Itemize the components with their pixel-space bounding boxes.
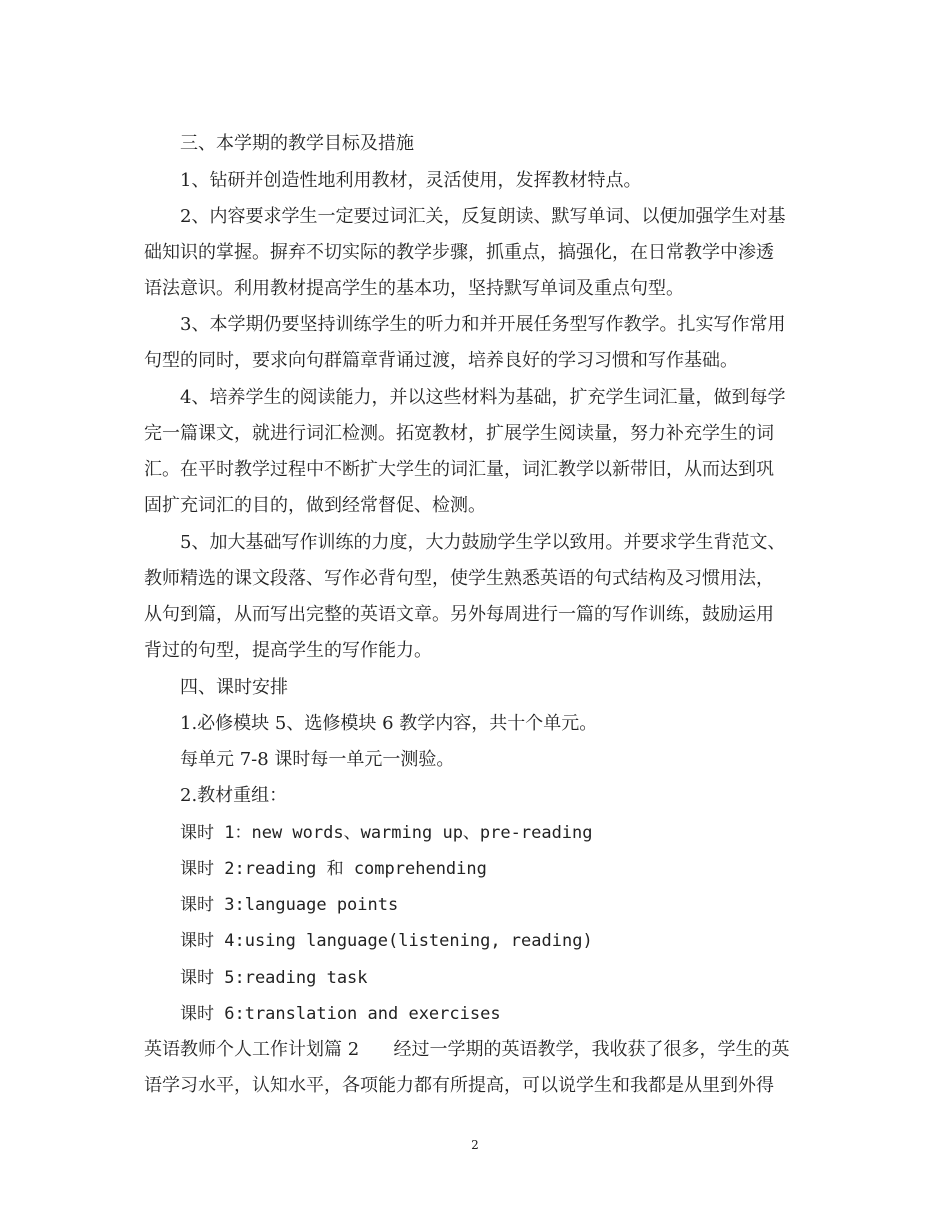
section-3-item-4-line: 4、培养学生的阅读能力，并以这些材料为基础，扩充学生词汇量，做到每学 — [180, 387, 786, 408]
lesson-item: 课时 4:using language(listening, reading) — [180, 931, 593, 951]
section-3-item-5-line: 背过的句型，提高学生的写作能力。 — [144, 640, 432, 661]
page-number: 2 — [471, 1138, 479, 1152]
section-4-line-1: 1.必修模块 5、选修模块 6 教学内容，共十个单元。 — [180, 713, 598, 734]
lesson-item: 课时 5:reading task — [180, 968, 368, 988]
lesson-item: 课时 2:reading 和 comprehending — [180, 859, 487, 879]
section-3-item-5-line: 教师精选的课文段落、写作必背句型，使学生熟悉英语的句式结构及习惯用法， — [144, 568, 774, 589]
section-3-item-5-line: 5、加大基础写作训练的力度，大力鼓励学生学以致用。并要求学生背范文、 — [180, 532, 786, 553]
section-4-line-3: 2.教材重组： — [180, 785, 288, 806]
section-3-item-4-line: 固扩充词汇的目的，做到经常督促、检测。 — [144, 495, 486, 516]
section-3-item-4-line: 汇。在平时教学过程中不断扩大学生的词汇量，词汇教学以新带旧，从而达到巩 — [144, 459, 774, 480]
section-3-item-2-line: 语法意识。利用教材提高学生的基本功，坚持默写单词及重点句型。 — [144, 278, 684, 299]
section-4-heading: 四、课时安排 — [180, 677, 288, 698]
section-3-item-4-line: 完一篇课文，就进行词汇检测。拓宽教材，扩展学生阅读量，努力补充学生的词 — [144, 423, 774, 444]
section-3-item-2-line: 础知识的掌握。摒弃不切实际的教学步骤，抓重点，搞强化，在日常教学中渗透 — [144, 242, 774, 263]
section-4-line-2: 每单元 7-8 课时每一单元一测验。 — [180, 749, 455, 770]
next-article-line: 英语教师个人工作计划篇 2 经过一学期的英语教学，我收获了很多，学生的英 — [144, 1039, 790, 1060]
next-article-line: 语学习水平，认知水平，各项能力都有所提高，可以说学生和我都是从里到外得 — [144, 1075, 774, 1096]
section-3-item-3-line: 句型的同时，要求向句群篇章背诵过渡，培养良好的学习习惯和写作基础。 — [144, 350, 738, 371]
section-3-item-2-line: 2、内容要求学生一定要过词汇关，反复朗读、默写单词、以便加强学生对基 — [180, 206, 786, 227]
section-3-heading: 三、本学期的教学目标及措施 — [180, 133, 414, 154]
section-3-item-3-line: 3、本学期仍要坚持训练学生的听力和并开展任务型写作教学。扎实写作常用 — [180, 314, 786, 335]
lesson-item: 课时 1：new words、warming up、pre-reading — [180, 823, 593, 843]
section-3-item-5-line: 从句到篇，从而写出完整的英语文章。另外每周进行一篇的写作训练，鼓励运用 — [144, 604, 774, 625]
lesson-item: 课时 6:translation and exercises — [180, 1004, 501, 1024]
section-3-item-1: 1、钻研并创造性地利用教材，灵活使用，发挥教材特点。 — [180, 170, 642, 191]
lesson-item: 课时 3:language points — [180, 895, 399, 915]
